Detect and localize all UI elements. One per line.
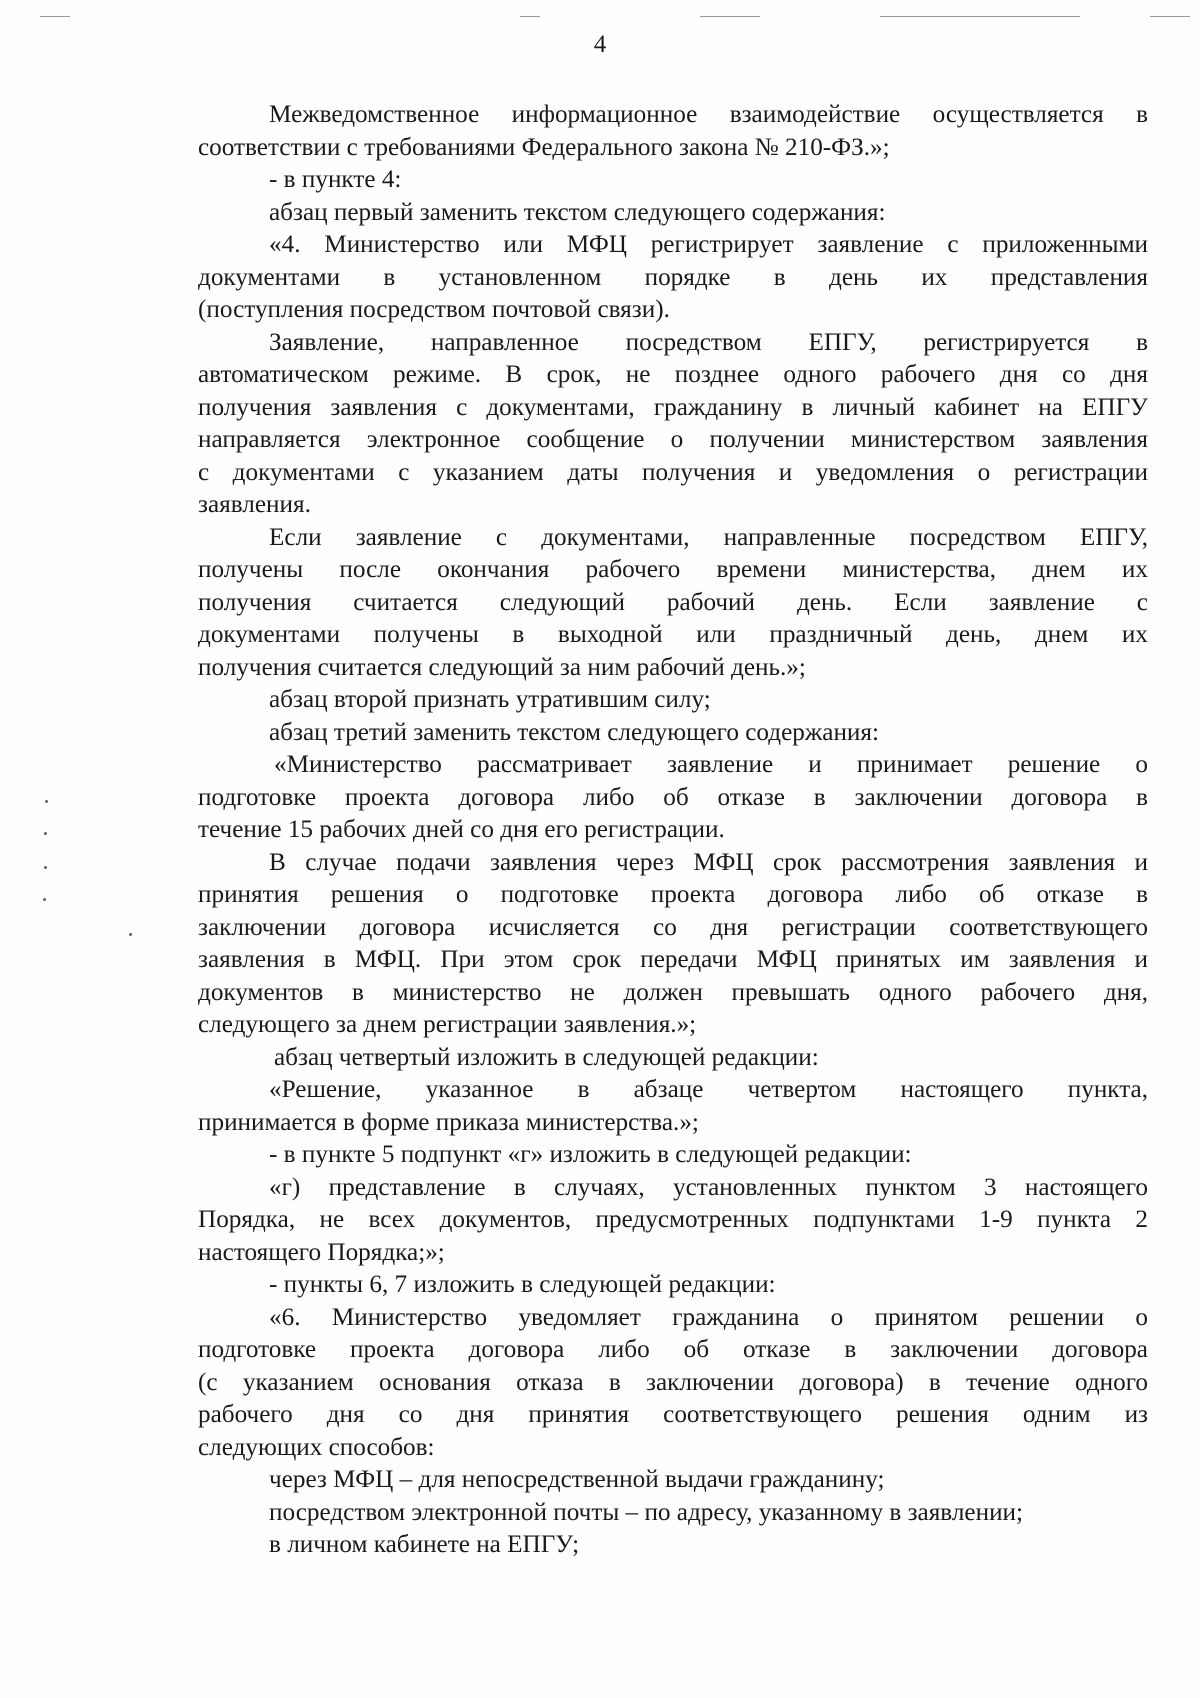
text-line: в личном кабинете на ЕПГУ; [269, 1531, 580, 1558]
text-line: абзац четвертый изложить в следующей редакции: [274, 1043, 819, 1071]
text-line: следующих способов: [198, 1433, 435, 1461]
text-line: настоящего Порядка;»; [198, 1238, 445, 1266]
text-line: (с указанием основания отказа в заключении договора) в течение одного [198, 1368, 1148, 1396]
text-line: В случае подачи заявления через МФЦ срок рассмотрения заявления и [269, 848, 1148, 876]
text-line: автоматическом режиме. В срок, не позднее одного рабочего дня со дня [198, 361, 1148, 388]
text-line: направляется электронное сообщение о получении министерством заявления [198, 426, 1148, 453]
text-line: (поступления посредством почтовой связи). [198, 296, 670, 323]
text-line: посредством электронной почты – по адресу, указанному в заявлении; [269, 1498, 1024, 1526]
text-line: рабочего дня со дня принятия соответствующего решения одним из [198, 1401, 1148, 1428]
scan-artifact [1150, 16, 1190, 17]
text-line: «6. Министерство уведомляет гражданина о принятом решении о [269, 1303, 1148, 1331]
text-line: с документами с указанием даты получения и уведомления о регистрации [198, 458, 1148, 486]
text-line: «Министерство рассматривает заявление и принимает решение о [274, 751, 1148, 778]
document-text [198, 99, 1148, 1562]
text-line: соответствии с требованиями Федерального закона № 210-ФЗ.»; [198, 133, 890, 161]
text-line: через МФЦ – для непосредственной выдачи гражданину; [269, 1466, 885, 1493]
text-line: получения считается следующий рабочий день. Если заявление с [198, 588, 1148, 616]
text-line: - в пункте 4: [269, 166, 402, 193]
text-line: «4. Министерство или МФЦ регистрирует заявление с приложенными [269, 231, 1148, 258]
text-line: абзац третий заменить текстом следующего содержания: [269, 718, 879, 746]
text-line: подготовке проекта договора либо об отказе в заключении договора в [198, 783, 1148, 811]
text-line: документов в министерство не должен превышать одного рабочего дня, [198, 978, 1148, 1006]
scan-artifact [40, 16, 70, 17]
text-line: - в пункте 5 подпункт «г» изложить в следующей редакции: [269, 1141, 912, 1168]
scan-speck [44, 866, 47, 869]
text-line: Межведомственное информационное взаимодействие осуществляется в [269, 101, 1148, 128]
text-line: получения считается следующий за ним рабочий день.»; [198, 653, 806, 681]
text-line: получены после окончания рабочего времени министерства, днем их [198, 556, 1148, 583]
text-line: абзац первый заменить текстом следующего содержания: [269, 198, 886, 226]
text-line: Порядка, не всех документов, предусмотренных подпунктами 1-9 пункта 2 [198, 1206, 1148, 1233]
text-line: Заявление, направленное посредством ЕПГУ, регистрируется в [269, 328, 1148, 356]
scan-speck [129, 933, 132, 936]
text-line: - пункты 6, 7 изложить в следующей редакции: [269, 1271, 776, 1298]
text-line: принятия решения о подготовке проекта договора либо об отказе в [198, 881, 1148, 908]
text-line: «г) представление в случаях, установленных пунктом 3 настоящего [269, 1173, 1148, 1201]
text-line: следующего за днем регистрации заявления.»; [198, 1011, 697, 1038]
text-line: документами в установленном порядке в день их представления [198, 263, 1148, 291]
text-line: заявления в МФЦ. При этом срок передачи МФЦ принятых им заявления и [198, 946, 1148, 973]
text-line: получения заявления с документами, гражданину в личный кабинет на ЕПГУ [198, 393, 1148, 421]
text-line: Если заявление с документами, направленные посредством ЕПГУ, [269, 523, 1148, 551]
text-line: течение 15 рабочих дней со дня его регистрации. [198, 816, 725, 843]
text-line: документами получены в выходной или праздничный день, днем их [198, 621, 1148, 648]
scan-speck [45, 800, 48, 803]
scan-artifact [880, 16, 1080, 17]
text-line: абзац второй признать утратившим силу; [269, 686, 711, 713]
scan-artifact [700, 16, 760, 17]
scan-artifact [520, 16, 540, 17]
page-number: 4 [593, 31, 607, 58]
text-line: подготовке проекта договора либо об отказе в заключении договора [198, 1336, 1148, 1363]
text-line: заключении договора исчисляется со дня регистрации соответствующего [198, 913, 1148, 941]
scan-speck [44, 832, 47, 835]
text-line: принимается в форме приказа министерства.»; [198, 1108, 699, 1136]
scan-speck [43, 898, 46, 901]
text-line: заявления. [198, 491, 311, 518]
text-line: «Решение, указанное в абзаце четвертом настоящего пункта, [269, 1076, 1148, 1103]
